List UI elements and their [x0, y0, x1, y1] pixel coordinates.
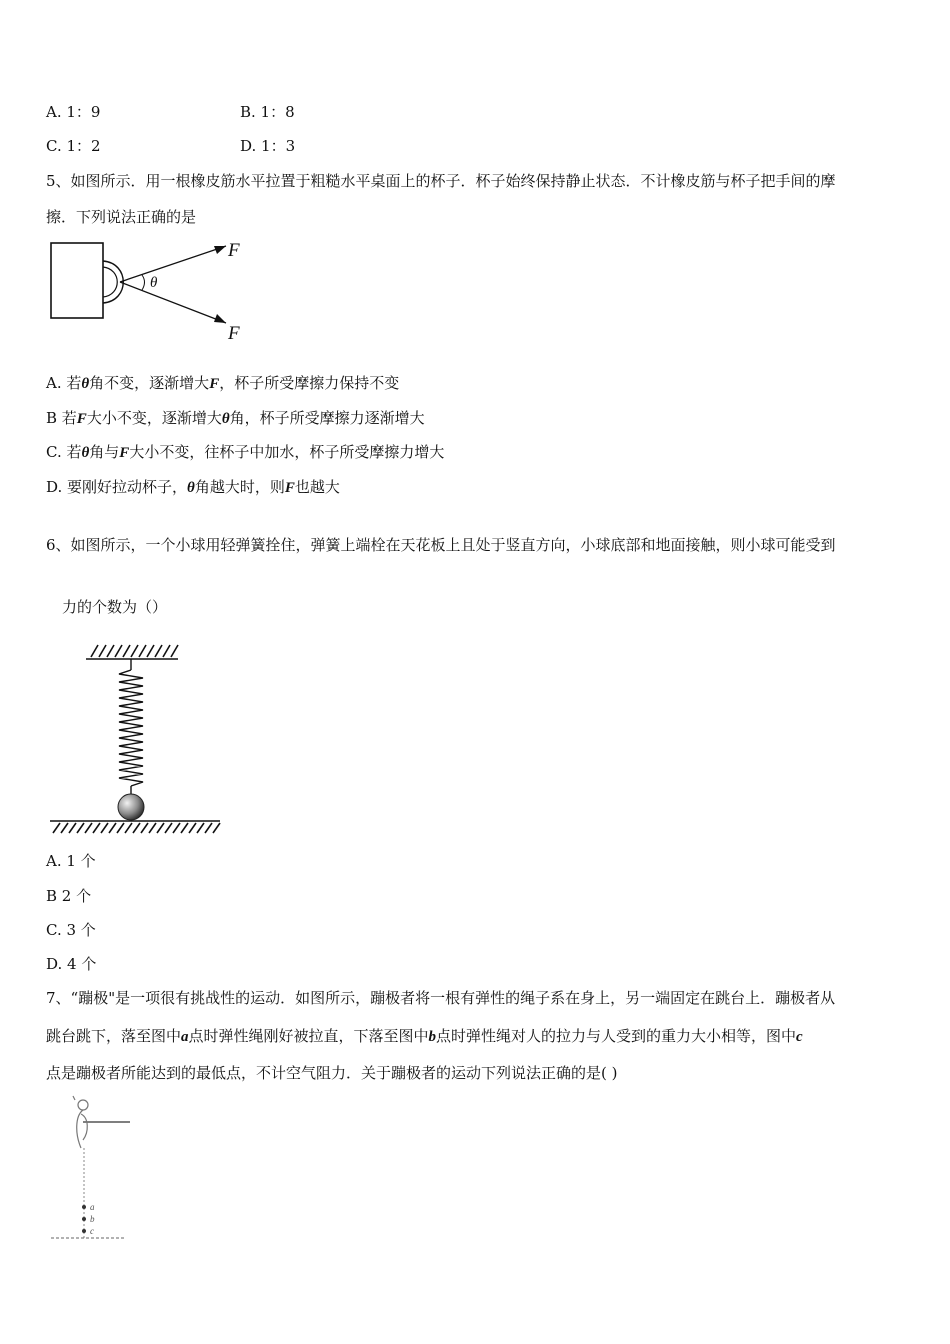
q5-option-d-text2: 角越大时，则 [194, 478, 285, 496]
q7-stem-text3: 点时弹性绳对人的拉力与人受到的重力大小相等，图中 [436, 1027, 797, 1045]
ball [118, 794, 144, 820]
q5-option-a-text1: A. 若 [46, 374, 82, 392]
q5-option-c-var1: θ [81, 445, 90, 461]
label-f-bottom: F [228, 323, 240, 344]
q5-option-a-text2: 角不变，逐渐增大 [89, 374, 210, 392]
q7-var-a: a [181, 1029, 189, 1045]
q5-option-a-text3: ，杯子所受摩擦力保持不变 [219, 374, 400, 392]
point-b [82, 1217, 86, 1221]
q5-option-a-var2: F [209, 376, 220, 392]
ground [50, 821, 220, 833]
spring-coil [119, 670, 143, 786]
option-b: B. 1：8 [240, 103, 295, 121]
q5-option-b-text3: 角，杯子所受摩擦力逐渐增大 [229, 409, 425, 427]
q7-bungee-figure [45, 1092, 140, 1242]
q5-option-c-text3: 大小不变，往杯子中加水，杯子所受摩擦力增大 [129, 443, 445, 461]
q5-option-d-var2: F [284, 480, 295, 496]
option-d: D. 1：3 [240, 137, 296, 155]
q6-stem-line1: 6、如图所示，一个小球用轻弹簧拴住，弹簧上端栓在天花板上且处于竖直方向，小球底部和地面接触，则小球可能受到 [46, 536, 836, 554]
q5-option-a-var1: θ [81, 376, 90, 392]
q7-stem-text2: 点时弹性绳刚好被拉直，下落至图中 [188, 1027, 429, 1045]
q5-stem-line2: 擦．下列说法正确的是 [46, 208, 197, 226]
point-a [82, 1205, 86, 1209]
q6-option-a: A. 1 个 [46, 852, 96, 870]
q5-option-c-var2: F [119, 445, 130, 461]
q7-stem-line1: 7、“蹦极"是一项很有挑战性的运动．如图所示，蹦极者将一根有弹性的绳子系在身上，另一端固定在跳台上．蹦极者从 [46, 989, 836, 1007]
theta-arc [142, 275, 145, 290]
q6-option-b: B 2 个 [46, 887, 92, 905]
q5-stem-line1: 5、如图所示．用一根橡皮筋水平拉置于粗糙水平桌面上的杯子．杯子始终保持静止状态．不计橡皮筋与杯子把手间的摩 [46, 172, 836, 190]
q6-option-c: C. 3 个 [46, 921, 96, 939]
option-a: A. 1：9 [46, 103, 101, 121]
q7-stem-line2 [46, 1026, 803, 1047]
label-theta: θ [150, 275, 158, 291]
q5-option-b-var2: θ [221, 411, 230, 427]
q6-stem-line2: 力的个数为（） [62, 598, 168, 616]
q5-option-d-text3: 也越大 [294, 478, 340, 496]
q5-cup-figure [40, 235, 260, 345]
rubber-band-top [120, 246, 226, 282]
q5-option-b-var1: F [76, 411, 87, 427]
q7-stem-text1: 跳台跳下，落至图中 [46, 1027, 182, 1045]
point-c [82, 1229, 86, 1233]
q7-var-c: c [796, 1029, 803, 1045]
option-c: C. 1：2 [46, 137, 101, 155]
label-b: b [90, 1214, 95, 1224]
q5-option-c-text1: C. 若 [46, 443, 82, 461]
q7-var-b: b [428, 1029, 437, 1045]
cup-handle-inner [103, 267, 117, 297]
label-a: a [90, 1202, 95, 1212]
cup-body [51, 243, 103, 318]
arrow-head-bottom [214, 314, 226, 323]
label-c: c [90, 1226, 94, 1236]
rubber-band-bottom [120, 282, 226, 323]
q5-option-c [46, 442, 444, 463]
q5-option-b-text1: B 若 [46, 409, 77, 427]
q6-spring-figure [45, 640, 225, 840]
q5-option-d-text1: D. 要刚好拉动杯子， [46, 478, 188, 496]
arrow-head-top [214, 246, 226, 254]
ceiling [86, 645, 178, 659]
q5-option-c-text2: 角与 [89, 443, 120, 461]
q5-option-b [46, 408, 425, 429]
q7-stem-line3: 点是蹦极者所能达到的最低点，不计空气阻力．关于蹦极者的运动下列说法正确的是( ) [46, 1064, 618, 1082]
label-f-top: F [228, 240, 240, 261]
q5-option-b-text2: 大小不变，逐渐增大 [86, 409, 222, 427]
q5-option-d-var1: θ [187, 480, 195, 496]
q6-option-d: D. 4 个 [46, 955, 97, 973]
q5-option-d [46, 477, 340, 498]
q5-option-a [46, 373, 399, 394]
